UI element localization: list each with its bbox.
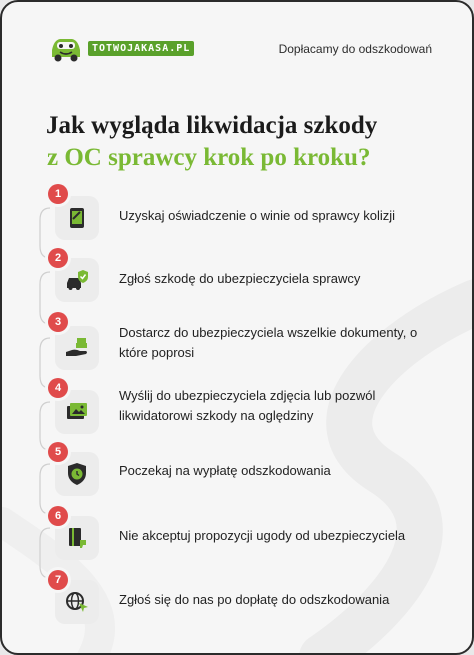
- globe-cursor-icon: [64, 589, 90, 615]
- step-text: Nie akceptuj propozycji ugody od ubezpieczyciela: [119, 528, 406, 543]
- step-text: Zgłoś szkodę do ubezpieczyciela sprawcy: [119, 271, 361, 286]
- step-5: [2, 448, 474, 508]
- title-line-1: Jak wygląda likwidacja szkody: [46, 112, 378, 139]
- step-7: [2, 576, 474, 636]
- step-text: Poczekaj na wypłatę odszkodowania: [119, 463, 331, 478]
- tagline: Dopłacamy do odszkodowań: [278, 42, 432, 56]
- phone-document-icon: [64, 205, 90, 231]
- car-shield-icon: [64, 267, 90, 293]
- step-number: 1: [48, 184, 68, 204]
- step-number: 6: [48, 506, 68, 526]
- document-thumbs-down-icon: [64, 525, 90, 551]
- hand-documents-icon: [64, 335, 90, 361]
- step-text: Zgłoś się do nas po dopłatę do odszkodowania: [119, 592, 390, 607]
- step-6: [2, 512, 474, 572]
- title-line-2: z OC sprawcy krok po kroku?: [47, 144, 371, 171]
- step-3: [2, 316, 474, 380]
- step-number: 2: [48, 248, 68, 268]
- step-icon-tile: [55, 326, 99, 370]
- step-number: 4: [48, 378, 68, 398]
- step-1: [2, 190, 474, 250]
- step-number: 3: [48, 312, 68, 332]
- step-4: [2, 384, 474, 444]
- photos-icon: [64, 399, 90, 425]
- step-text: Dostarcz do ubezpieczyciela wszelkie dokumenty, o które poprosi: [119, 325, 418, 360]
- step-text: Uzyskaj oświadczenie o winie od sprawcy kolizji: [119, 208, 395, 223]
- step-number: 5: [48, 442, 68, 462]
- shield-clock-icon: [64, 461, 90, 487]
- step-text: Wyślij do ubezpieczyciela zdjęcia lub pozwól likwidatorowi szkody na oględziny: [119, 388, 376, 423]
- logo-text: TOTWOJAKASA.PL: [88, 41, 194, 56]
- step-number: 7: [48, 570, 68, 590]
- step-2: [2, 254, 474, 314]
